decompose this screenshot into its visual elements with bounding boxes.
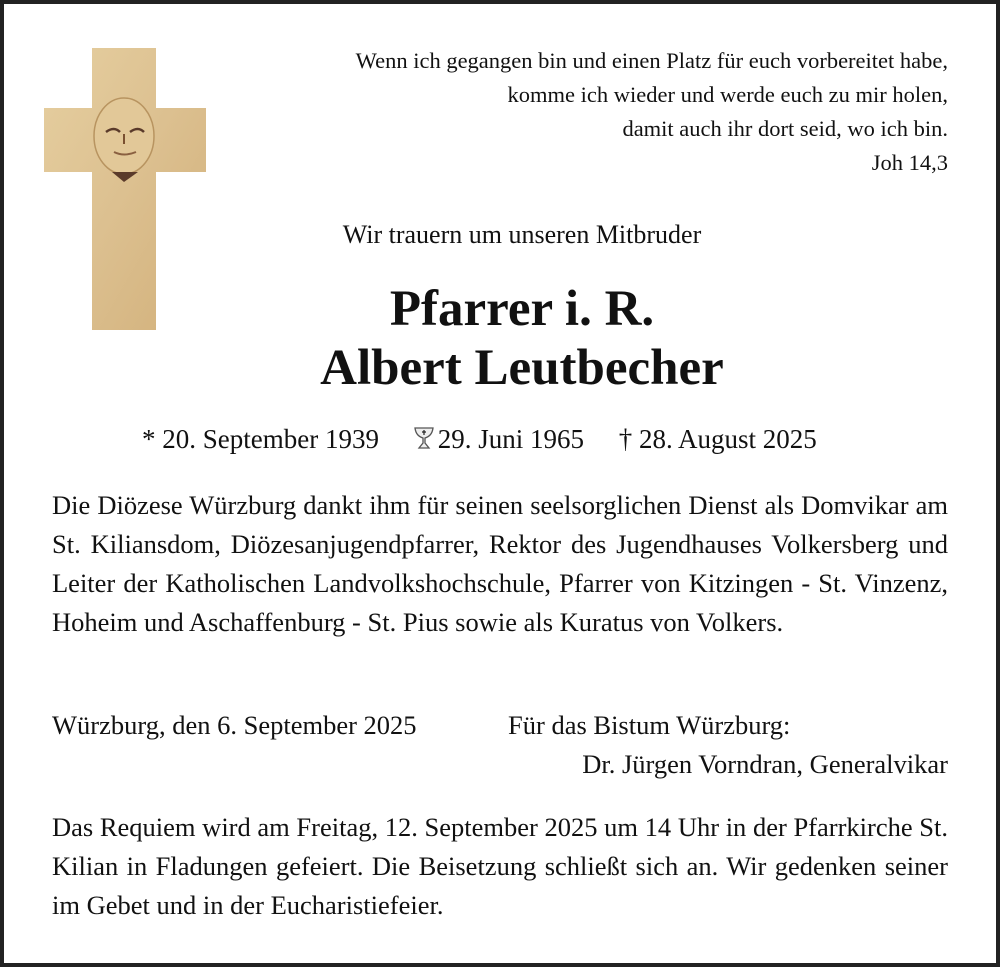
intro-text: Wir trauern um unseren Mitbruder: [342, 220, 702, 249]
signature-name: Dr. Jürgen Vorndran, Generalvikar: [582, 749, 948, 779]
name-title: Pfarrer i. R.: [389, 281, 655, 337]
quote-line: damit auch ihr dort seid, wo ich bin.: [622, 116, 948, 141]
quote-reference: Joh 14,3: [871, 150, 948, 175]
signature-org: Für das Bistum Würzburg:: [508, 710, 791, 740]
quote-line: komme ich wieder und werde euch zu mir holen,: [507, 82, 948, 107]
name-full: Albert Leutbecher: [320, 340, 724, 396]
ordination: [414, 424, 584, 454]
quote-line: Wenn ich gegangen bin und einen Platz für euch vorbereitet habe,: [355, 48, 948, 73]
chalice-icon: [414, 426, 434, 450]
deceased-name: [0, 280, 1000, 398]
birth-date: * 20. September 1939: [142, 424, 379, 454]
bible-quote: [356, 44, 948, 180]
tribute-paragraph: Die Diözese Würzburg dankt ihm für seinen seelsorglichen Dienst als Domvikar am St. Kiliansdom, Diözesanjugendpfarrer, Rektor des Jugendhauses Volkersberg und Leiter der Katholischen Landvolkshochschule, Pfarrer von Kitzingen - St. Vinzenz, Hoheim und Aschaffenburg - St. Pius sowie als Kuratus von Volkers.: [52, 490, 948, 637]
life-dates: [142, 424, 845, 455]
ordination-date: 29. Juni 1965: [437, 424, 584, 454]
place-date: Würzburg, den 6. September 2025: [52, 710, 417, 740]
death-date: † 28. August 2025: [618, 424, 817, 454]
requiem-paragraph: Das Requiem wird am Freitag, 12. September 2025 um 14 Uhr in der Pfarrkirche St. Kilian in Fladungen gefeiert. Die Beisetzung schließt sich an. Wir gedenken seiner im Gebet und in der Eucharistiefeier.: [52, 812, 948, 920]
